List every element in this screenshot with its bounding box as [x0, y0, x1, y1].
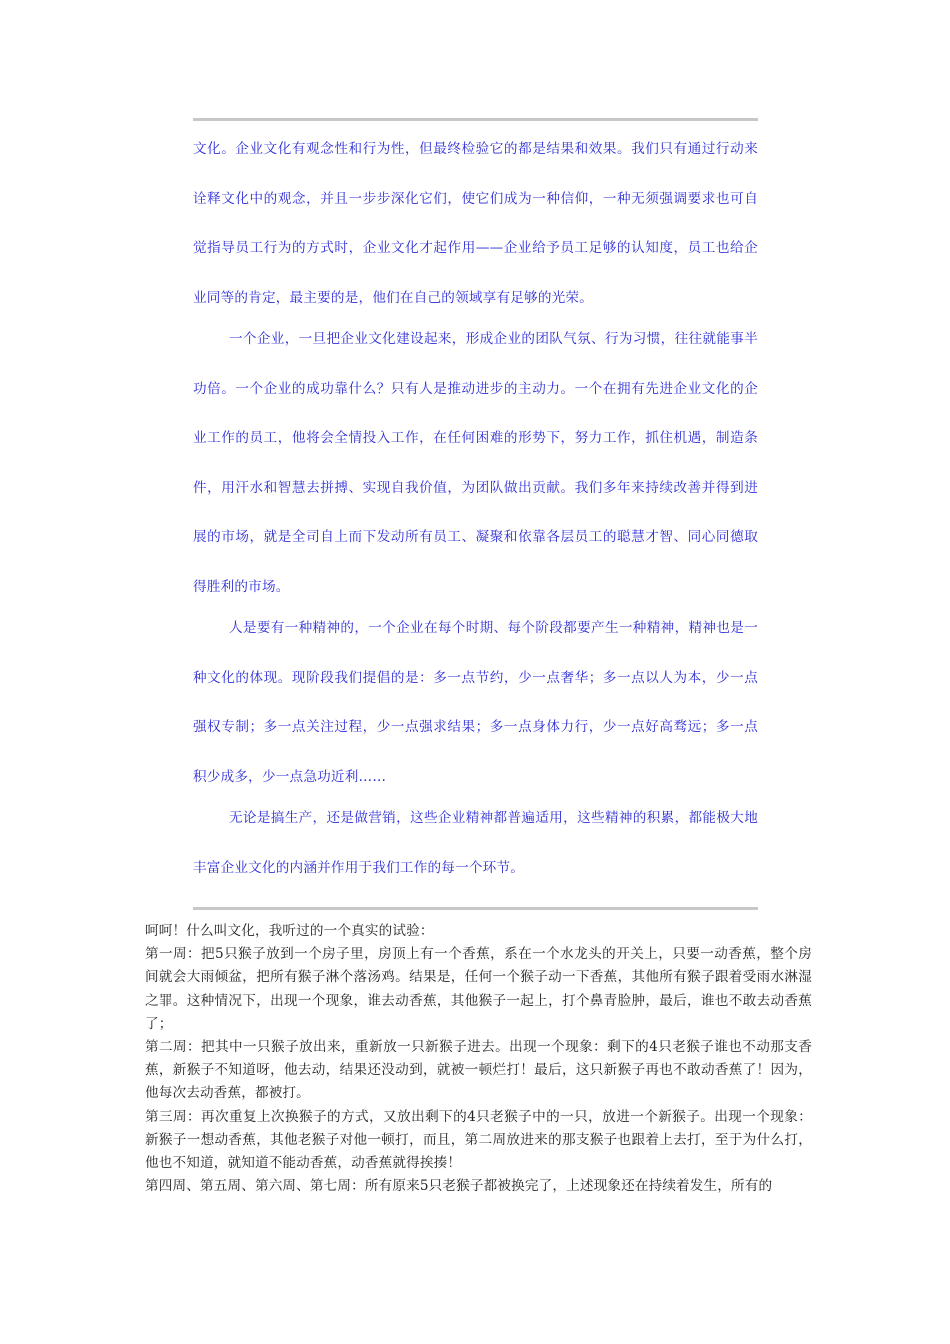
quote-paragraph-2: 一个企业，一旦把企业文化建设起来，形成企业的团队气氛、行为习惯，往往就能事半功倍。一个企业的成功靠什么？只有人是推动进步的主动力。一个在拥有先进企业文化的企业工作的员工，他将会全情投入工作，在任何困难的形势下，努力工作，抓住机遇，制造条件，用汗水和智慧去拼搏、实现自我价值，为团队做出贡献。我们多年来持续改善并得到进展的市场，就是全司自上而下发动所有员工、凝聚和依靠各层员工的聪慧才智、同心同德取得胜利的市场。 — [193, 331, 758, 595]
story-week-4-7: 第四周、第五周、第六周、第七周：所有原来5只老猴子都被换完了，上述现象还在持续着发生，所有的 — [145, 1178, 773, 1195]
quote-paragraph-3: 人是要有一种精神的，一个企业在每个时期、每个阶段都要产生一种精神，精神也是一种文化的体现。现阶段我们提倡的是：多一点节约，少一点奢华；多一点以人为本，少一点强权专制；多一点关注过程，少一点强求结果；多一点身体力行，少一点好高骛远；多一点积少成多，少一点急功近利…… — [193, 620, 758, 785]
story-section — [145, 920, 812, 1198]
bottom-divider — [193, 907, 758, 910]
top-divider — [193, 118, 758, 121]
quote-paragraph-1: 文化。企业文化有观念性和行为性，但最终检验它的都是结果和效果。我们只有通过行动来诠释文化中的观念，并且一步步深化它们，使它们成为一种信仰，一种无须强调要求也可自觉指导员工行为的方式时，企业文化才起作用——企业给予员工足够的认知度，员工也给企业同等的肯定，最主要的是，他们在自己的领域享有足够的光荣。 — [193, 141, 758, 306]
quote-paragraph-4: 无论是搞生产，还是做营销，这些企业精神都普遍适用，这些精神的积累，都能极大地丰富企业文化的内涵并作用于我们工作的每一个环节。 — [193, 810, 758, 876]
story-week-2: 第二周：把其中一只猴子放出来，重新放一只新猴子进去。出现一个现象：剩下的4只老猴子谁也不动那支香蕉，新猴子不知道呀，他去动，结果还没动到，就被一顿烂打！最后，这只新猴子再也不敢动香蕉了！因为，他每次去动香蕉，都被打。 — [145, 1039, 812, 1102]
story-week-1: 第一周：把5只猴子放到一个房子里，房顶上有一个香蕉，系在一个水龙头的开关上，只要一动香蕉，整个房间就会大雨倾盆，把所有猴子淋个落汤鸡。结果是，任何一个猴子动一下香蕉，其他所有猴子跟着受雨水淋湿之罪。这种情况下，出现一个现象，谁去动香蕉，其他猴子一起上，打个鼻青脸肿，最后，谁也不敢去动香蕉了； — [145, 946, 812, 1032]
quoted-article — [193, 118, 758, 910]
story-week-3: 第三周：再次重复上次换猴子的方式，又放出剩下的4只老猴子中的一只，放进一个新猴子。出现一个现象：新猴子一想动香蕉，其他老猴子对他一顿打，而且，第二周放进来的那支猴子也跟着上去打，至于为什么打，他也不知道，就知道不能动香蕉，动香蕉就得挨揍！ — [145, 1108, 812, 1172]
story-intro: 呵呵！什么叫文化，我听过的一个真实的试验： — [145, 923, 434, 939]
